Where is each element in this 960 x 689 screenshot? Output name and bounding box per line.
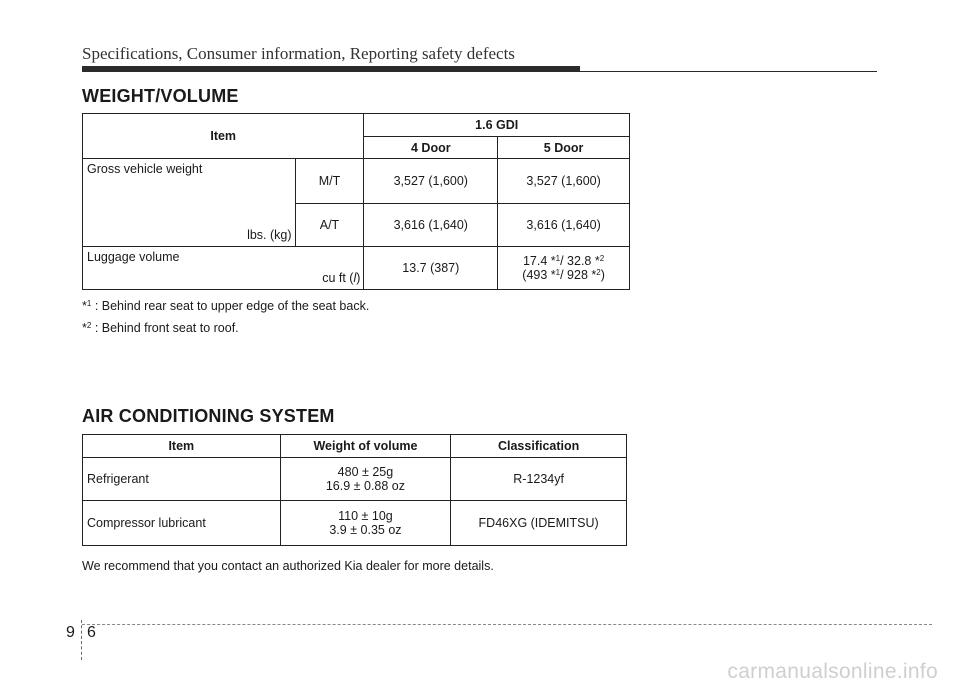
refrigerant-label: Refrigerant xyxy=(83,458,281,501)
gross-weight-cell xyxy=(83,159,296,247)
footnote-2: *$^2$ : Behind front seat to roof. xyxy=(82,321,239,335)
page-number: 6 xyxy=(87,624,96,641)
mt-5door-value: 3,527 (1,600) xyxy=(498,159,630,204)
section-header-title: Specifications, Consumer information, Reporting safety defects xyxy=(82,44,515,63)
luggage-volume-cell xyxy=(83,247,364,290)
watermark: carmanualsonline.info xyxy=(727,660,938,683)
table-row xyxy=(83,501,627,546)
dealer-note: We recommend that you contact an authorized Kia dealer for more details. xyxy=(82,559,494,573)
compressor-lubricant-weight: 110 ± 10g 3.9 ± 0.35 oz xyxy=(280,501,451,546)
ac-header-class: Classification xyxy=(451,435,627,458)
luggage-volume-label: Luggage volume xyxy=(87,250,180,264)
weight-volume-heading: WEIGHT/VOLUME xyxy=(82,86,239,106)
luggage-5door-value: 17.4 *$^1$/ 32.8 *$^2$ (493 *$^1$/ 928 *$^2$) xyxy=(498,247,630,290)
at-4door-value: 3,616 (1,640) xyxy=(364,204,498,247)
page-chapter: 9 xyxy=(66,624,75,641)
header-rule-thick xyxy=(82,66,580,72)
table-row xyxy=(83,458,627,501)
at-5door-value: 3,616 (1,640) xyxy=(498,204,630,247)
air-conditioning-table xyxy=(82,434,627,546)
footer-dashed-divider xyxy=(81,620,82,660)
compressor-lubricant-label: Compressor lubricant xyxy=(83,501,281,546)
ac-header-weight: Weight of volume xyxy=(280,435,451,458)
mt-label: M/T xyxy=(295,159,364,204)
air-conditioning-heading: AIR CONDITIONING SYSTEM xyxy=(82,406,335,426)
footer-dashed-rule xyxy=(82,624,932,625)
refrigerant-class: R-1234yf xyxy=(451,458,627,501)
header-5door: 5 Door xyxy=(498,137,630,159)
header-item: Item xyxy=(83,114,364,159)
compressor-lubricant-class: FD46XG (IDEMITSU) xyxy=(451,501,627,546)
header-rule-thin xyxy=(580,71,877,72)
gross-weight-unit: lbs. (kg) xyxy=(247,228,292,242)
ac-header-item: Item xyxy=(83,435,281,458)
at-label: A/T xyxy=(295,204,364,247)
gross-weight-label: Gross vehicle weight xyxy=(87,162,203,176)
refrigerant-weight: 480 ± 25g 16.9 ± 0.88 oz xyxy=(280,458,451,501)
mt-4door-value: 3,527 (1,600) xyxy=(364,159,498,204)
weight-volume-table xyxy=(82,113,630,290)
footnote-1: *$^1$ : Behind rear seat to upper edge of the seat back. xyxy=(82,299,370,313)
header-engine: 1.6 GDI xyxy=(364,114,630,137)
luggage-4door-value: 13.7 (387) xyxy=(364,247,498,290)
header-4door: 4 Door xyxy=(364,137,498,159)
luggage-volume-unit: cu ft (l) xyxy=(322,271,361,285)
